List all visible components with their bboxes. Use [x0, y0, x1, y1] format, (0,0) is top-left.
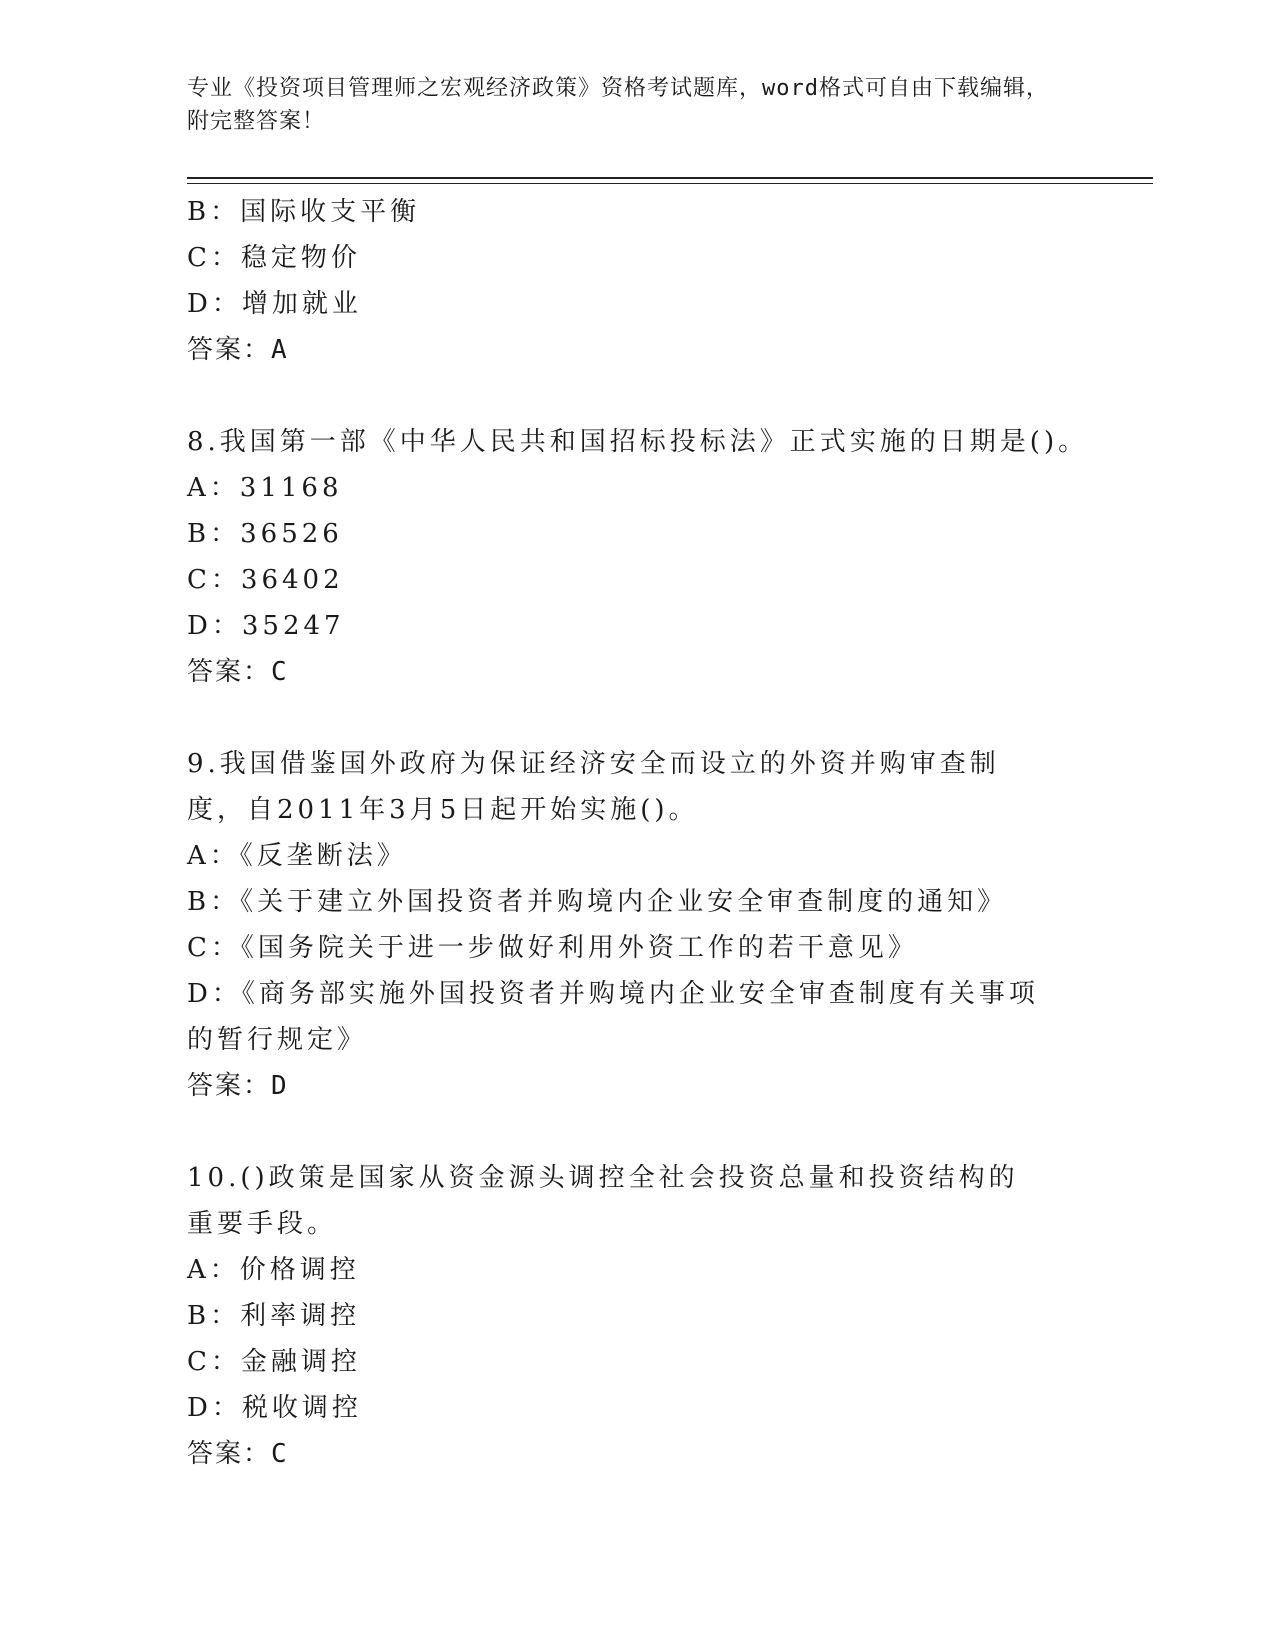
- question-stem: 9.我国借鉴国外政府为保证经济安全而设立的外资并购审查制度，自2011年3月5日起开始实施()。: [187, 749, 1000, 825]
- option-text: 《国务院关于进一步做好利用外资工作的若干意见》: [240, 933, 918, 963]
- option-a: [187, 1247, 1087, 1293]
- option-label: A：: [187, 841, 240, 871]
- option-d: [187, 971, 1047, 1063]
- option-label: B：: [187, 197, 241, 227]
- spacer: [187, 373, 1087, 419]
- option-text: 利率调控: [240, 1301, 361, 1331]
- header-rule-thick: [187, 177, 1153, 179]
- answer-line: 答案：D: [187, 1071, 289, 1101]
- option-text: 35247: [241, 611, 345, 641]
- question-stem: 8.我国第一部《中华人民共和国招标投标法》正式实施的日期是()。: [187, 427, 1089, 457]
- option-label: C：: [187, 933, 241, 963]
- option-label: D：: [187, 611, 242, 641]
- option-c: [187, 925, 1087, 971]
- option-d: [187, 1385, 1087, 1431]
- option-label: D：: [187, 979, 242, 1009]
- option-text: 价格调控: [239, 1255, 360, 1285]
- option-text: 36402: [240, 565, 344, 595]
- option-text: 税收调控: [241, 1393, 362, 1423]
- document-header: 专业《投资项目管理师之宏观经济政策》资格考试题库，word格式可自由下载编辑，附完整答案！: [187, 76, 1049, 134]
- option-c: [187, 235, 1087, 281]
- question-8: [187, 419, 1087, 695]
- option-label: B：: [187, 1301, 241, 1331]
- answer-line: 答案：C: [187, 1439, 289, 1469]
- option-text: 国际收支平衡: [240, 197, 421, 227]
- option-text: 《商务部实施外国投资者并购境内企业安全审查制度有关事项的暂行规定》: [187, 979, 1039, 1055]
- option-label: A：: [187, 1255, 240, 1285]
- option-b: [187, 189, 1087, 235]
- option-text: 36526: [240, 519, 343, 549]
- previous-question: [187, 189, 1087, 373]
- option-a: [187, 465, 1087, 511]
- option-label: C：: [187, 243, 241, 273]
- spacer: [187, 1109, 1087, 1155]
- option-text: 《反垄断法》: [239, 841, 407, 871]
- spacer: [187, 695, 1087, 741]
- option-label: B：: [187, 519, 241, 549]
- option-b: [187, 1293, 1087, 1339]
- option-b: [187, 879, 1087, 925]
- answer-line: 答案：C: [187, 657, 289, 687]
- question-content: [187, 189, 1087, 1477]
- answer-line: 答案：A: [187, 335, 289, 365]
- option-text: 稳定物价: [240, 243, 361, 273]
- question-stem: 10.()政策是国家从资金源头调控全社会投资总量和投资结构的重要手段。: [187, 1163, 1019, 1239]
- option-label: D：: [187, 1393, 242, 1423]
- option-label: C：: [187, 1347, 241, 1377]
- option-label: A：: [187, 473, 240, 503]
- question-10: [187, 1155, 1087, 1477]
- question-9: [187, 741, 1087, 1109]
- option-text: 金融调控: [240, 1347, 361, 1377]
- option-label: D：: [187, 289, 242, 319]
- option-text: 《关于建立外国投资者并购境内企业安全审查制度的通知》: [240, 887, 1008, 917]
- header-rule-thin: [187, 183, 1153, 184]
- option-d: [187, 603, 1087, 649]
- option-c: [187, 1339, 1087, 1385]
- option-text: 31168: [239, 473, 343, 503]
- option-d: [187, 281, 1087, 327]
- option-label: C：: [187, 565, 241, 595]
- option-text: 增加就业: [241, 289, 362, 319]
- option-b: [187, 511, 1087, 557]
- option-c: [187, 557, 1087, 603]
- option-a: [187, 833, 1087, 879]
- option-label: B：: [187, 887, 241, 917]
